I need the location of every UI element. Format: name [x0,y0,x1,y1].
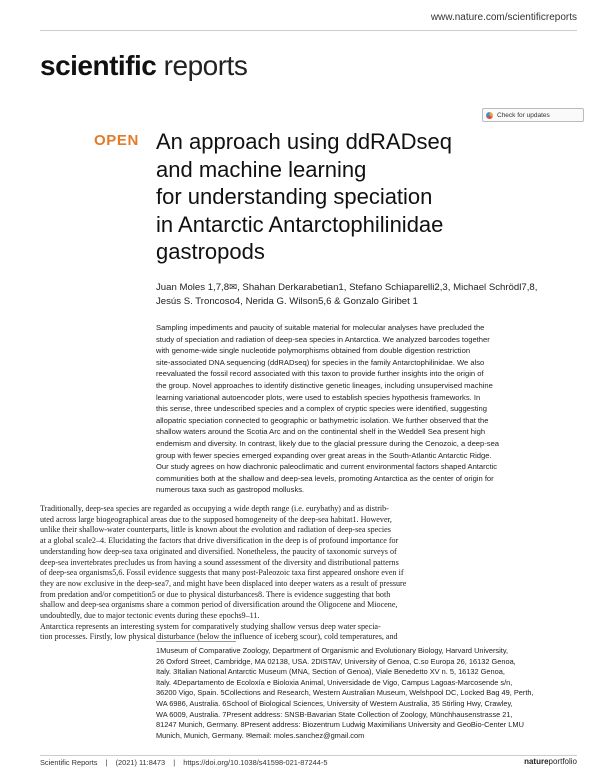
affiliation-line: WA 6009, Australia. 7Present address: SNSB-Bavarian State Collection of Zoology, Münchhausenstrasse 21, [156,709,513,719]
title-line: and machine learning [156,156,367,182]
footer-doi[interactable]: https://doi.org/10.1038/s41598-021-87244-5 [183,758,328,767]
body-line: Traditionally, deep-sea species are regarded as occupying a wide depth range (i.e. eurybathy) and as distrib- [40,504,389,513]
article-title [156,128,576,266]
footer-volume: (2021) 11:8473 [115,758,166,767]
footer-journal: Scientific Reports [40,758,98,767]
journal-name-part2: reports [163,50,248,81]
body-line: uted across large biogeographical areas due to the supposed homogeneity of the deep-sea habitat1. However, [40,514,392,524]
abstract-line: reevaluated the fossil record associated with this taxon to provide further insights into the origin of [156,369,484,379]
abstract-line: this sense, three undescribed species and a complex of cryptic species were identified, suggesting [156,404,487,414]
publisher-part1: nature [524,757,549,766]
affiliation-line: 26 Oxford Street, Cambridge, MA 02138, USA. 2DISTAV, University of Genoa, C.so Europa 26, 16132 Genoa, [156,656,516,666]
abstract-line: site-associated DNA sequencing (ddRADseq) for species in the family Antarctophilinidae. We also [156,357,485,367]
affiliation-line[interactable]: Munich, Munich, Germany. ✉email: moles.sanchez@gmail.com [156,730,365,740]
affiliation-line: Italy. 3Italian National Antarctic Museum (MNA, Section of Genoa), Viale Benedetto XV n. 5, 16132 Genoa, [156,667,505,677]
abstract-line: Sampling impediments and paucity of suitable material for molecular analyses have precluded the [156,323,485,332]
body-line: deep-sea invertebrates precludes us from having a sound assessment of the diversity and distributional patterns [40,557,399,567]
check-updates-icon [486,112,493,119]
body-line: Antarctica represents an interesting system for comparatively studying shallow versus deep water specia- [40,621,381,631]
publisher-part2: portfolio [548,757,577,766]
body-line: they are now exclusive in the deep-sea7, and might have been displaced into deeper waters as a result of pressure [40,578,407,588]
abstract [156,322,576,496]
journal-url[interactable]: www.nature.com/scientificreports [430,12,577,23]
author-list [156,281,576,309]
footnote-divider [156,641,236,642]
abstract-line: learning variational autoencoder plots, were used to establish species hypothesis frameworks. In [156,392,481,402]
affiliation-line: Italy. 4Departamento de Ecoloxía e Bioloxia Animal, Universidade de Vigo, Campus Lagoas-Marcosende s/n, [156,677,513,687]
abstract-line: group with fewer species emerged expanding over great areas in the South-Atlantic Antarctic Ridge. [156,450,492,460]
body-line: unlike their shallow-water counterparts, little is known about the evolution and radiation of deep-sea species [40,525,391,535]
body-line: at a global scale2–4. Elucidating the factors that drive diversification in the deep is of profound importance for [40,536,399,546]
body-line: undoubtedly, due to major tectonic events during these epochs9–11. [40,611,260,621]
abstract-line: endemism and diversity. In contrast, likely due to the glacial pressure during the Cenozoic, a deep-sea [156,438,500,448]
publisher-logo [524,757,577,766]
check-updates-label: Check for updates [497,112,550,119]
body-line: understanding how deep-sea taxa originated and diversified. Nonetheless, the paucity of taxonomic surveys of [40,546,397,556]
affiliation-line: 81247 Munich, Germany. 8Present address: Biozentrum Ludwig Maximilians University and GeoBio-Center LMU [156,720,524,730]
abstract-line: with genome-wide single nucleotide polymorphisms obtained from double digestion restriction [156,346,471,356]
footer-divider [40,755,577,756]
affiliation-line: 36200 Vigo, Spain. 5Collections and Research, Western Australian Museum, Welshpool DC, Locked Bag 49, Perth, [156,688,534,698]
title-line: An approach using ddRADseq [156,129,452,154]
abstract-line: Our study agrees on how diachronic paleoclimatic and current environmental factors shaped Antarctic [156,462,498,472]
author-line[interactable]: Juan Moles 1,7,8✉, Shahan Derkarabetian1, Stefano Schiaparelli2,3, Michael Schrödl7,8, [156,282,538,293]
abstract-line: study of speciation and radiation of deep-sea species in Antarctica. We analyzed barcodes together [156,334,490,344]
author-line[interactable]: Jesús S. Troncoso4, Nerida G. Wilson5,6 & Gonzalo Giribet 1 [156,296,418,307]
title-line: gastropods [156,239,265,264]
body-line: of deep-sea organisms5,6. Fossil evidence suggests that many post-Paleozoic taxa first appeared onshore even if [40,568,404,578]
body-line: from predation and/or competition5 or due to physical disturbances8. There is evidence suggesting that both [40,589,391,599]
affiliations [156,646,586,741]
title-line: in Antarctic Antarctophilinidae [156,211,444,237]
header-divider [40,30,577,31]
abstract-line: numerous taxa such as gastropod mollusks. [156,485,305,495]
affiliation-line: WA 6986, Australia. 6School of Biological Sciences, University of Western Australia, 35 Stirling Hwy, Crawley, [156,698,513,708]
journal-name-part1: scientific [40,50,157,81]
footer-separator: | [105,758,108,767]
affiliation-line: 1Museum of Comparative Zoology, Department of Organismic and Evolutionary Biology, Harvard University, [156,646,509,655]
abstract-line: shallow waters around the Scotia Arc and on the continental shelf in the Weddell Sea present high [156,427,486,437]
body-line: shallow and deep-sea organisms share a common period of diversification around the Oligocene and Miocene, [40,600,398,610]
footer-separator: | [173,758,176,767]
check-for-updates-button[interactable] [482,108,584,122]
open-access-label: OPEN [94,132,139,149]
journal-logo [40,50,247,82]
abstract-line: communities both at the shallow and deep-sea levels, promoting Antarctica as the center of origin for [156,473,494,483]
abstract-line: the group. Novel approaches to identify distinctive genetic lineages, including unsupervised machine [156,380,493,390]
abstract-line: allopatric speciation connected to geographic or bathymetric isolation. We further observed that the [156,415,489,425]
title-line: for understanding speciation [156,184,433,209]
body-text [40,504,585,643]
footer-citation [40,758,333,767]
body-line: tion processes. Firstly, low physical disturbance (below the influence of iceberg scour), cold temperatures, and [40,632,398,642]
